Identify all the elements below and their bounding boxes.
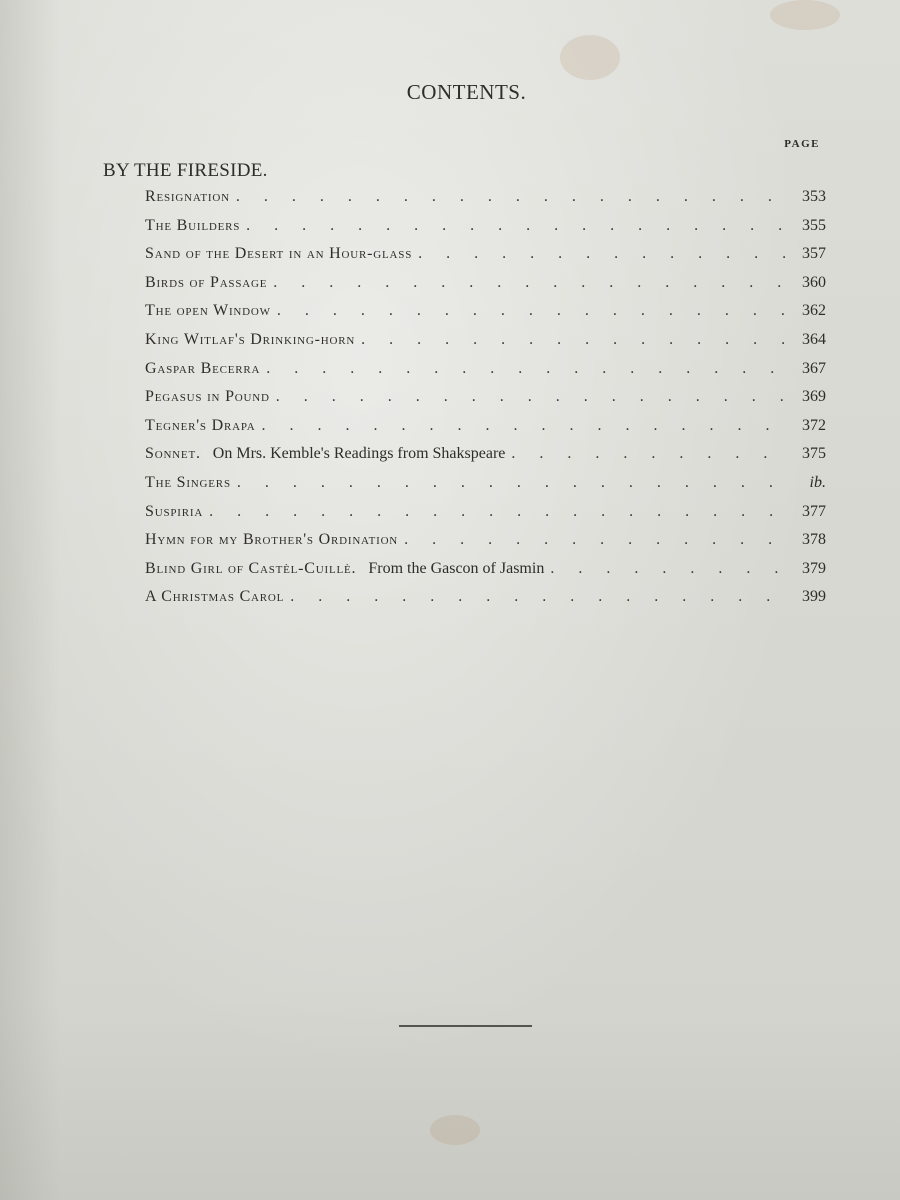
entry-title: The Singers: [145, 473, 231, 491]
dot-leader: [511, 445, 790, 463]
contents-entry: [145, 588, 826, 617]
dot-leader: [273, 274, 790, 292]
dot-leader: [209, 503, 790, 521]
entry-page-number: ib.: [809, 473, 826, 491]
entry-page-number: 372: [802, 416, 826, 434]
end-rule: [399, 1025, 532, 1027]
entry-subtitle: From the Gascon of Jasmin: [368, 559, 545, 577]
entry-title: Birds of Passage: [145, 273, 268, 291]
entry-page-number: 379: [802, 559, 826, 577]
dot-leader: [277, 302, 790, 320]
entry-page-number: 364: [802, 330, 826, 348]
entry-title: The Builders: [145, 216, 241, 234]
contents-entry: [145, 360, 826, 389]
entry-title: Resignation: [145, 188, 230, 205]
contents-entry: [145, 560, 826, 589]
entry-page-number: 367: [802, 359, 826, 377]
contents-entry: [145, 474, 826, 503]
paper-stain: [560, 35, 620, 80]
contents-entry: [145, 445, 826, 474]
entry-page-number: 377: [802, 502, 826, 520]
contents-entry: [145, 217, 826, 246]
entry-page-number: 375: [802, 445, 826, 463]
entry-page-number: 378: [802, 531, 826, 549]
section-title: BY THE FIRESIDE.: [103, 160, 268, 181]
dot-leader: [237, 474, 790, 492]
dot-leader: [404, 531, 790, 549]
contents-entry: [145, 274, 826, 303]
entry-title: King Witlaf's Drinking-horn: [145, 330, 356, 348]
entry-title: A Christmas Carol: [145, 588, 285, 606]
entry-page-number: 362: [802, 302, 826, 320]
contents-entry: [145, 302, 826, 331]
entry-subtitle: On Mrs. Kemble's Readings from Shakspeare: [212, 445, 506, 463]
contents-entry: [145, 245, 826, 274]
contents-entry: [145, 503, 826, 532]
dot-leader: [361, 331, 790, 349]
entry-title: The open Window: [145, 302, 271, 320]
entry-title: Gaspar Becerra: [145, 359, 261, 377]
entry-title: Blind Girl of Castèl-Cuillè.: [145, 559, 357, 577]
dot-leader: [418, 245, 790, 263]
entry-page-number: 369: [802, 388, 826, 406]
dot-leader: [290, 588, 790, 606]
entry-page-number: 355: [802, 216, 826, 234]
entry-page-number: 357: [802, 245, 826, 263]
contents-list: [145, 188, 826, 617]
entry-title: Tegner's Drapa: [145, 416, 256, 434]
contents-entry: [145, 388, 826, 417]
contents-entry: [145, 331, 826, 360]
paper-stain: [770, 0, 840, 30]
entry-title: Hymn for my Brother's Ordination: [145, 531, 399, 549]
contents-entry: [145, 531, 826, 560]
page-column-label: PAGE: [784, 138, 820, 150]
entry-title: Sonnet.: [145, 445, 201, 463]
entry-title: Suspiria: [145, 502, 204, 520]
dot-leader: [246, 217, 790, 235]
entry-page-number: 360: [802, 273, 826, 291]
entry-page-number: 353: [802, 188, 826, 205]
entry-title: Pegasus in Pound: [145, 388, 270, 406]
contents-entry: [145, 417, 826, 446]
paper-stain: [430, 1115, 480, 1145]
dot-leader: [262, 417, 790, 435]
dot-leader: [550, 560, 790, 578]
dot-leader: [276, 388, 790, 406]
page-shadow-bottom: [0, 1000, 900, 1200]
dot-leader: [266, 360, 790, 378]
entry-title: Sand of the Desert in an Hour-glass: [145, 245, 413, 263]
contents-entry: [145, 188, 826, 217]
page-title: CONTENTS.: [406, 80, 527, 104]
entry-page-number: 399: [802, 588, 826, 606]
dot-leader: [236, 188, 790, 206]
